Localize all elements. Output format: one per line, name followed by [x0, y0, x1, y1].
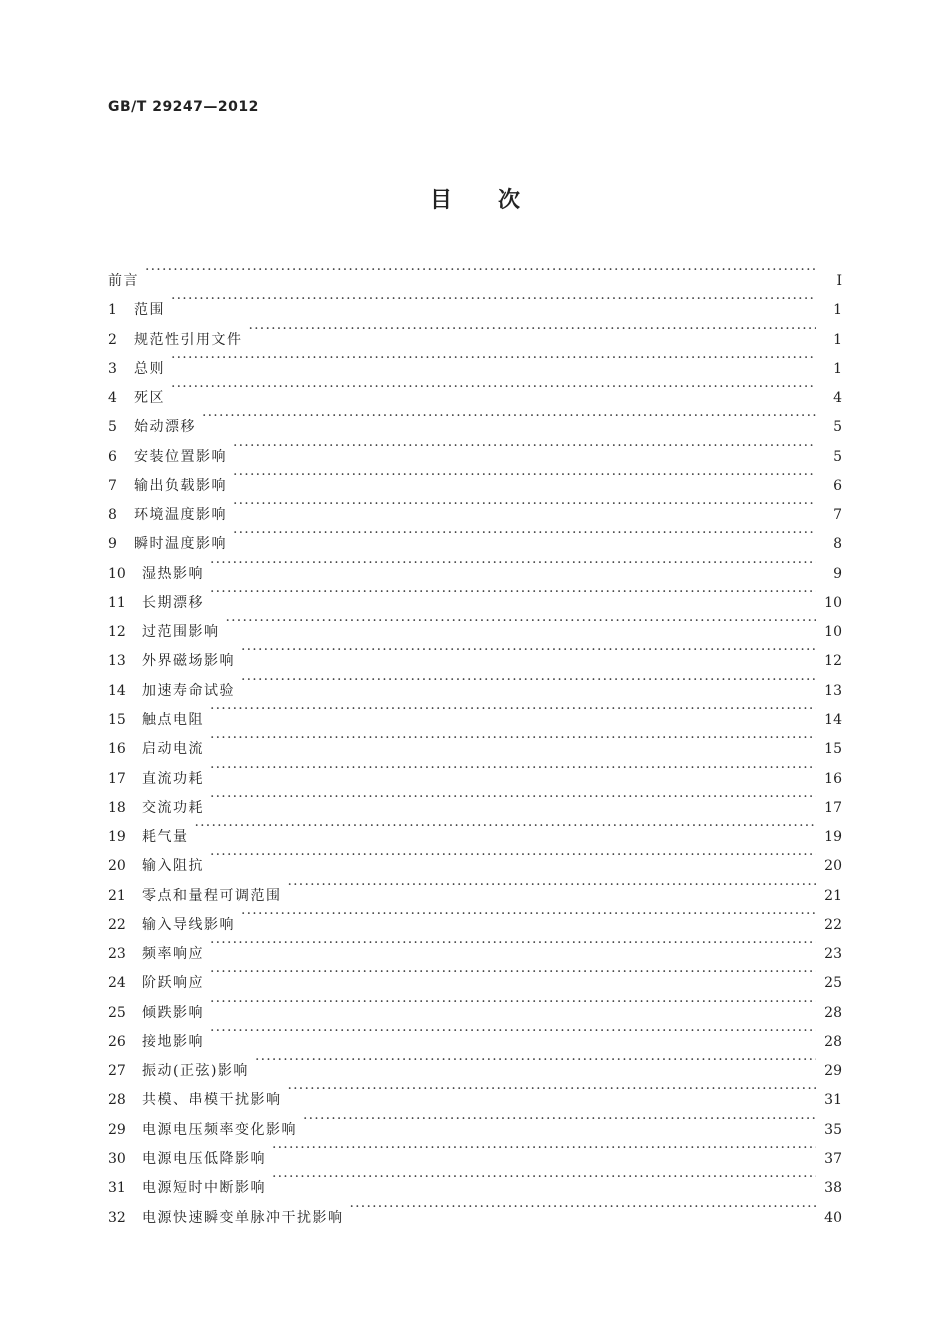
toc-entry-number: 4 — [108, 390, 117, 407]
toc-entry — [108, 958, 842, 992]
toc-entry-number: 23 — [108, 946, 126, 963]
standard-code: GB/T 29247—2012 — [108, 99, 259, 115]
toc-entry-page: 40 — [824, 1209, 842, 1226]
toc-entry-page: 16 — [824, 770, 842, 787]
toc-entry-number: 32 — [108, 1209, 126, 1226]
toc-entry — [108, 1046, 842, 1080]
toc-entry-page: 19 — [824, 829, 842, 846]
toc-entry-label: 过范围影响 — [142, 624, 220, 641]
toc-entry-number: 15 — [108, 711, 126, 728]
toc-entry-label: 瞬时温度影响 — [134, 536, 227, 553]
toc-dot-leader — [210, 754, 816, 783]
toc-entry-number: 24 — [108, 975, 126, 992]
toc-dot-leader — [241, 666, 816, 695]
toc-entry-page: 9 — [833, 565, 842, 582]
toc-entry-page: 25 — [824, 975, 842, 992]
toc-dot-leader — [210, 695, 816, 724]
toc-dot-leader — [195, 812, 817, 841]
toc-title: 目次 — [429, 188, 566, 213]
toc-entry-number: 27 — [108, 1063, 126, 1080]
toc-entry — [108, 432, 842, 465]
toc-entry-number: 18 — [108, 799, 126, 816]
toc-dot-leader — [272, 1134, 816, 1163]
toc-dot-leader — [171, 285, 816, 314]
toc-dot-leader — [241, 900, 816, 929]
toc-dot-leader — [202, 402, 816, 431]
toc-dot-leader — [303, 1105, 816, 1134]
toc-entry-page: 17 — [824, 799, 842, 816]
toc-entry — [108, 988, 842, 1021]
toc-entry-number: 5 — [108, 419, 117, 436]
toc-entry-label: 耗气量 — [142, 829, 189, 846]
toc-entry-label: 倾跌影响 — [142, 1004, 204, 1021]
toc-entry-page: 5 — [833, 448, 842, 465]
toc-entry-page: 37 — [824, 1150, 842, 1167]
toc-entry — [108, 871, 842, 904]
toc-dot-leader — [241, 636, 816, 665]
toc-entry — [108, 754, 842, 787]
toc-entry-number: 26 — [108, 1033, 126, 1050]
toc-entry-label: 输入阻抗 — [142, 858, 204, 875]
toc-dot-leader — [288, 1075, 817, 1104]
toc-dot-leader — [350, 1193, 817, 1222]
toc-entry-page: 28 — [824, 1033, 842, 1050]
toc-entry-label: 前言 — [108, 273, 139, 289]
toc-entry-number: 9 — [108, 536, 117, 553]
toc-entry — [108, 549, 842, 582]
toc-dot-leader — [288, 871, 817, 900]
toc-list — [108, 256, 842, 1226]
toc-dot-leader — [171, 344, 816, 373]
toc-entry-label: 电源电压频率变化影响 — [142, 1121, 297, 1138]
toc-entry-label: 接地影响 — [142, 1033, 204, 1050]
toc-dot-leader — [145, 256, 816, 285]
toc-dot-leader — [233, 432, 816, 461]
toc-entry-label: 湿热影响 — [142, 565, 204, 582]
toc-entry-page: 1 — [833, 302, 842, 319]
toc-entry — [108, 812, 842, 846]
toc-entry-label: 安装位置影响 — [134, 448, 227, 465]
toc-entry-number: 12 — [108, 624, 126, 641]
toc-entry-label: 外界磁场影响 — [142, 653, 235, 670]
toc-entry-number: 7 — [108, 477, 117, 494]
toc-dot-leader — [210, 549, 816, 578]
toc-entry-page: 8 — [833, 536, 842, 553]
toc-entry-page: 38 — [824, 1180, 842, 1197]
toc-entry-number: 22 — [108, 916, 126, 933]
toc-entry — [108, 373, 842, 407]
toc-entry-page: 10 — [824, 594, 842, 611]
toc-entry-page: 21 — [824, 887, 842, 904]
toc-entry-page: 7 — [833, 507, 842, 524]
toc-entry-page: 6 — [833, 477, 842, 494]
toc-dot-leader — [249, 315, 817, 344]
toc-entry-number: 21 — [108, 887, 126, 904]
toc-dot-leader — [233, 519, 816, 548]
toc-entry-number: 11 — [108, 594, 126, 611]
toc-entry — [108, 256, 842, 289]
toc-entry-page: 4 — [833, 390, 842, 407]
toc-entry-label: 死区 — [134, 390, 165, 407]
toc-entry — [108, 783, 842, 816]
toc-dot-leader — [272, 1163, 816, 1192]
toc-entry-page: 31 — [824, 1092, 842, 1109]
toc-entry-page: 1 — [833, 331, 842, 348]
toc-entry-label: 交流功耗 — [142, 799, 204, 816]
toc-dot-leader — [210, 841, 816, 870]
toc-entry — [108, 695, 842, 728]
toc-dot-leader — [210, 724, 816, 753]
toc-entry-page: 35 — [824, 1121, 842, 1138]
toc-entry-number: 28 — [108, 1092, 126, 1109]
toc-entry-label: 触点电阻 — [142, 711, 204, 728]
toc-entry — [108, 929, 842, 963]
toc-entry-number: 31 — [108, 1180, 126, 1197]
toc-entry-number: 29 — [108, 1121, 126, 1138]
toc-dot-leader — [210, 929, 816, 958]
toc-entry-number: 1 — [108, 302, 117, 319]
toc-entry-page: 14 — [824, 711, 842, 728]
toc-entry-number: 8 — [108, 507, 117, 524]
toc-entry-number: 3 — [108, 360, 117, 377]
toc-entry-label: 直流功耗 — [142, 770, 204, 787]
toc-entry-page: 23 — [824, 946, 842, 963]
toc-entry-label: 输出负载影响 — [134, 477, 227, 494]
toc-entry-number: 13 — [108, 653, 126, 670]
toc-entry-label: 频率响应 — [142, 946, 204, 963]
toc-dot-leader — [226, 607, 817, 636]
toc-dot-leader — [255, 1046, 816, 1075]
toc-entry-number: 16 — [108, 741, 126, 758]
toc-entry — [108, 607, 842, 641]
toc-entry-label: 长期漂移 — [142, 594, 204, 611]
toc-entry-number: 19 — [108, 829, 126, 846]
toc-entry-label: 规范性引用文件 — [134, 331, 243, 348]
toc-entry — [108, 344, 842, 377]
toc-entry-number: 10 — [108, 565, 126, 582]
toc-entry-label: 零点和量程可调范围 — [142, 887, 282, 904]
toc-entry-label: 环境温度影响 — [134, 507, 227, 524]
toc-entry — [108, 841, 842, 875]
toc-entry-number: 20 — [108, 858, 126, 875]
toc-entry-number: 17 — [108, 770, 126, 787]
toc-entry-label: 范围 — [134, 302, 165, 319]
toc-entry — [108, 1017, 842, 1050]
toc-entry-number: 6 — [108, 448, 117, 465]
toc-entry-number: 30 — [108, 1150, 126, 1167]
toc-entry-page: 12 — [824, 653, 842, 670]
toc-dot-leader — [233, 461, 816, 490]
toc-dot-leader — [171, 373, 816, 402]
toc-dot-leader — [210, 783, 816, 812]
toc-entry-number: 2 — [108, 331, 117, 348]
toc-entry-page: 10 — [824, 624, 842, 641]
toc-entry-label: 电源快速瞬变单脉冲干扰影响 — [142, 1209, 344, 1226]
toc-dot-leader — [233, 490, 816, 519]
toc-entry-label: 振动(正弦)影响 — [142, 1063, 249, 1080]
toc-entry-label: 始动漂移 — [134, 419, 196, 436]
toc-entry-label: 电源电压低降影响 — [142, 1150, 266, 1167]
toc-entry-page: 5 — [833, 419, 842, 436]
toc-entry-page: 22 — [824, 916, 842, 933]
toc-entry-label: 共模、串模干扰影响 — [142, 1092, 282, 1109]
toc-entry-page: 29 — [824, 1063, 842, 1080]
toc-entry — [108, 724, 842, 758]
toc-dot-leader — [210, 578, 816, 607]
toc-entry-label: 总则 — [134, 360, 165, 377]
toc-entry-label: 电源短时中断影响 — [142, 1180, 266, 1197]
toc-entry-page: 28 — [824, 1004, 842, 1021]
toc-entry — [108, 315, 842, 348]
toc-entry — [108, 402, 842, 436]
toc-entry — [108, 285, 842, 319]
toc-entry — [108, 578, 842, 611]
toc-entry-page: 13 — [824, 682, 842, 699]
toc-dot-leader — [210, 1017, 816, 1046]
toc-entry-label: 加速寿命试验 — [142, 682, 235, 699]
toc-entry-page: 20 — [824, 858, 842, 875]
toc-entry-label: 阶跃响应 — [142, 975, 204, 992]
toc-entry-page: Ⅰ — [836, 273, 842, 289]
toc-dot-leader — [210, 958, 816, 987]
toc-entry-number: 25 — [108, 1004, 126, 1021]
toc-entry-number: 14 — [108, 682, 126, 699]
toc-entry-label: 输入导线影响 — [142, 916, 235, 933]
toc-dot-leader — [210, 988, 816, 1017]
toc-entry-page: 15 — [824, 741, 842, 758]
toc-entry-label: 启动电流 — [142, 741, 204, 758]
toc-entry-page: 1 — [833, 360, 842, 377]
